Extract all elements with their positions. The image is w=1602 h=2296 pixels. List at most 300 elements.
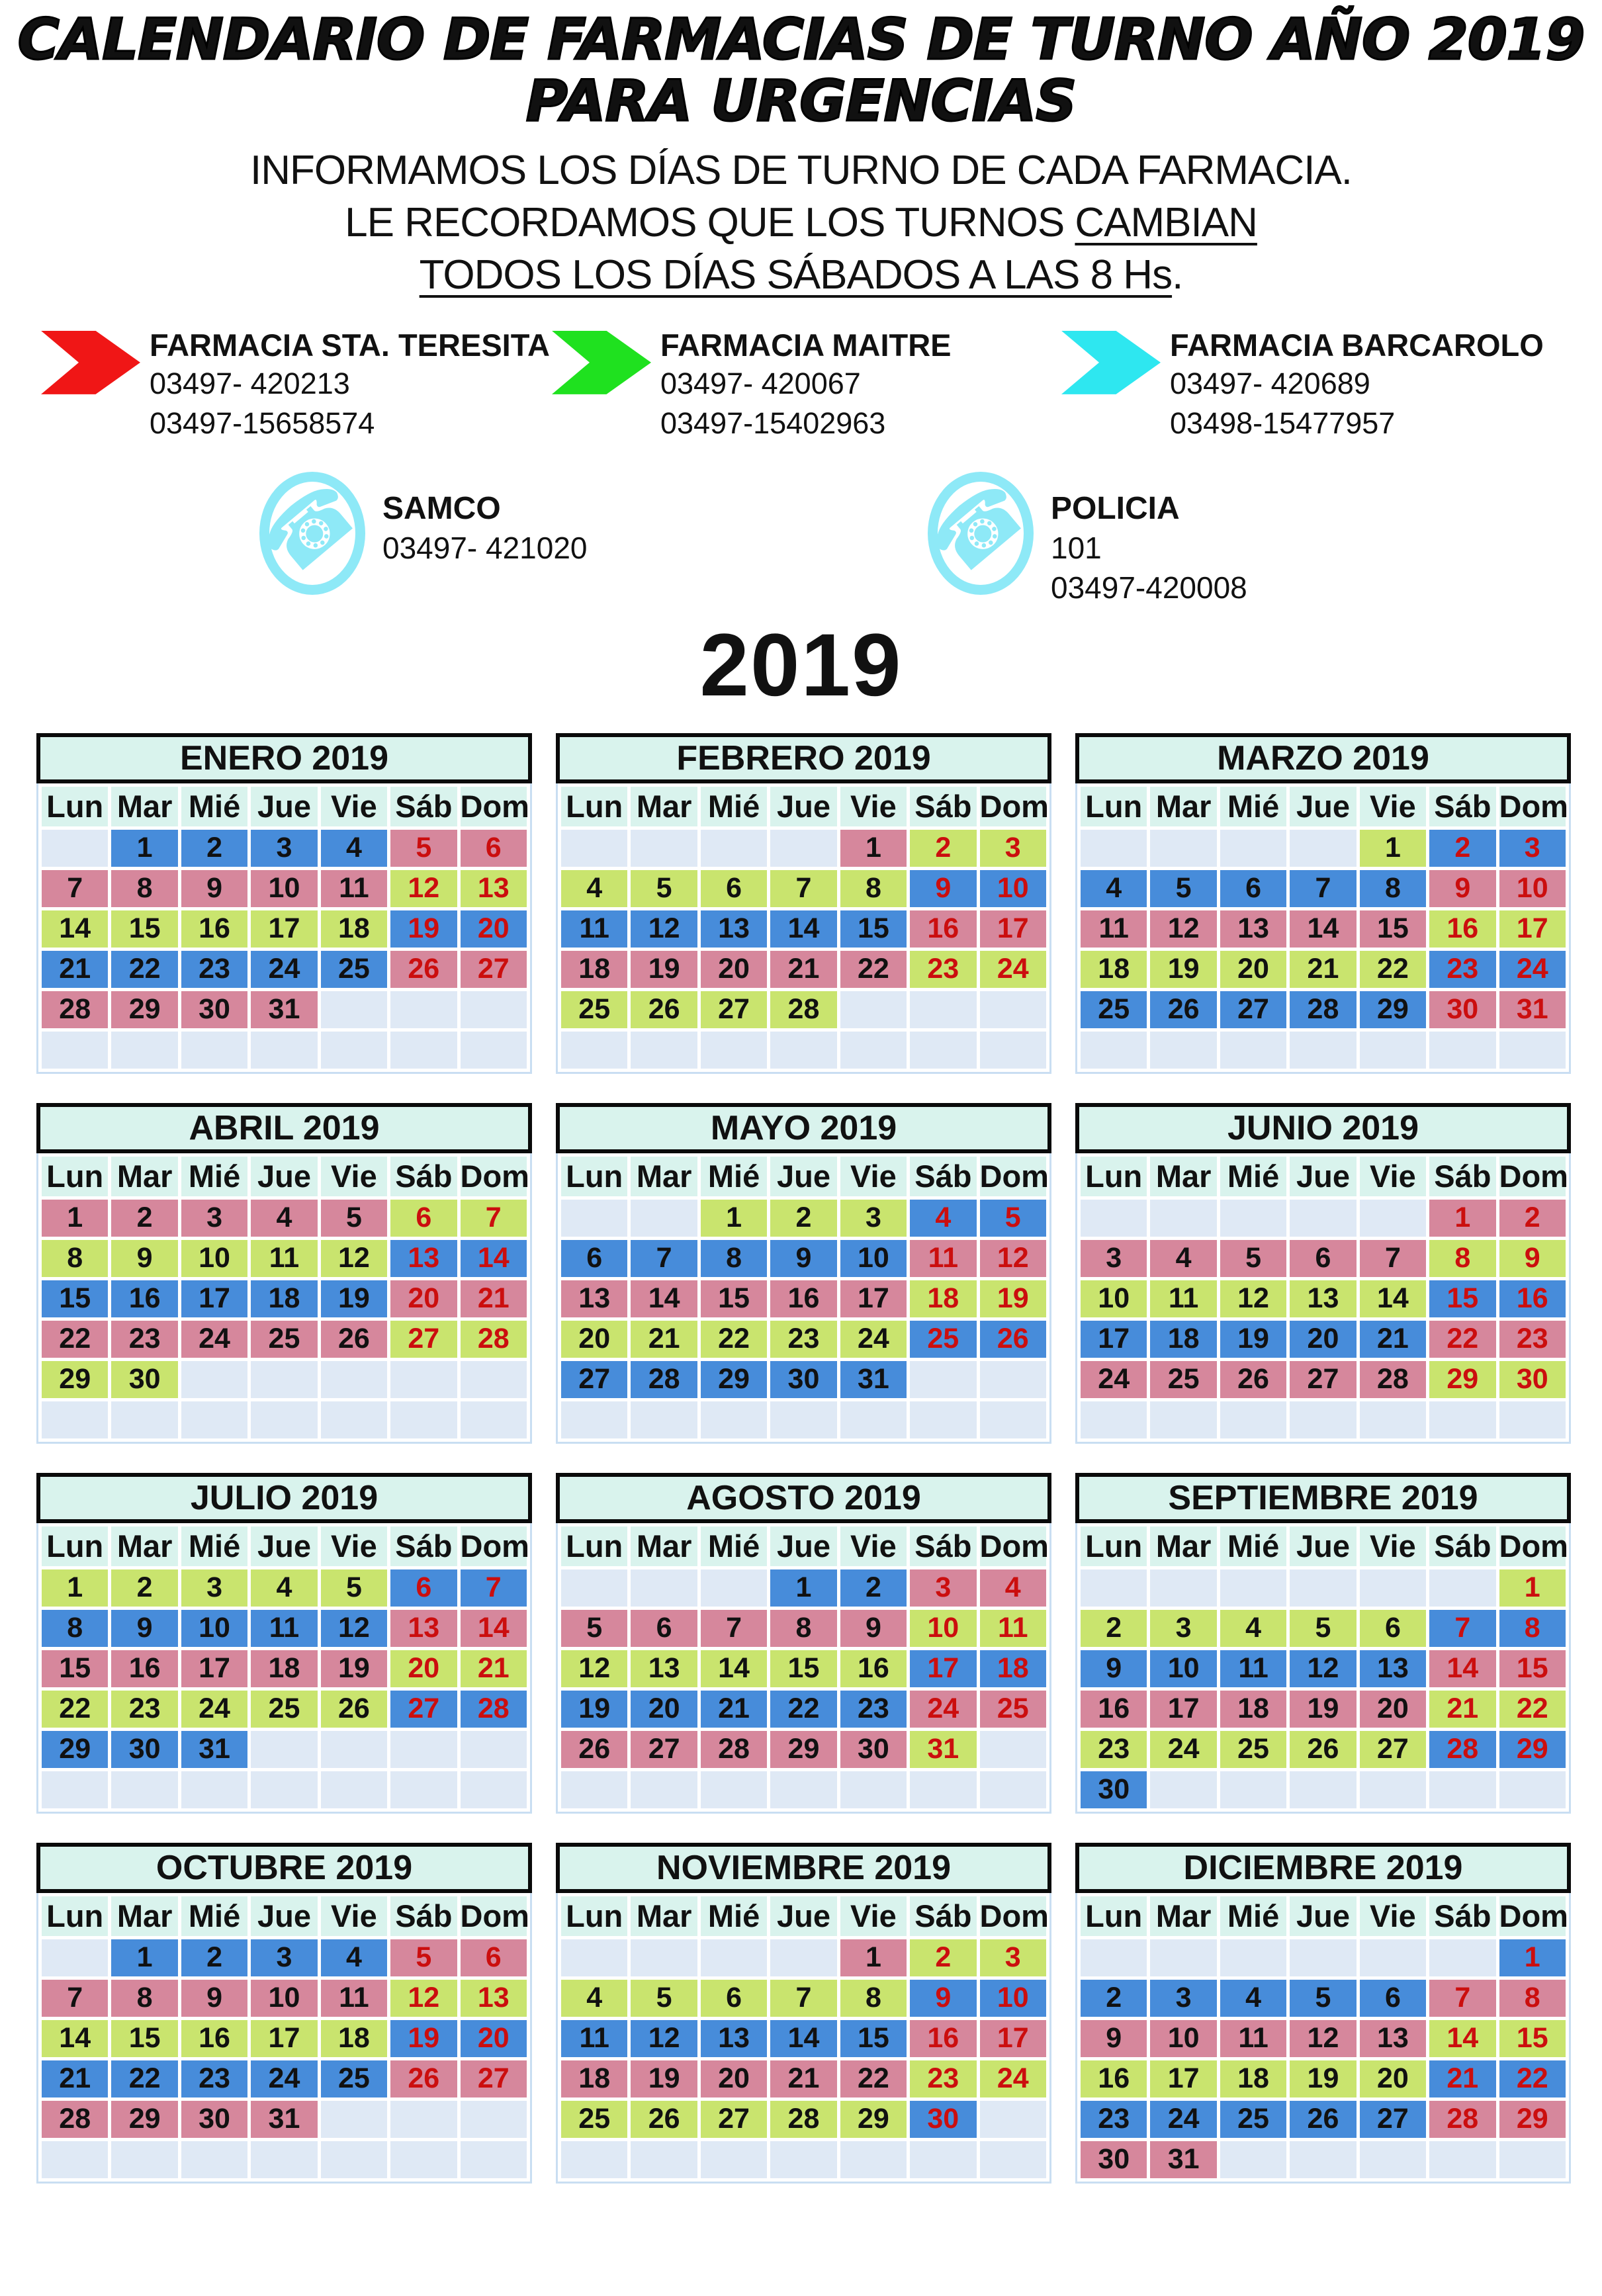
weekday-header: Jue (770, 787, 836, 826)
empty-cell (461, 2141, 527, 2178)
day-cell: 24 (1150, 2101, 1216, 2138)
weekday-header: Lun (42, 1896, 108, 1936)
weekday-header: Vie (1360, 1526, 1426, 1566)
day-cell: 26 (390, 2060, 457, 2097)
weekday-header: Vie (840, 1526, 907, 1566)
day-cell: 28 (42, 2101, 108, 2138)
day-cell: 27 (461, 951, 527, 988)
day-cell: 24 (181, 1321, 247, 1358)
day-cell: 5 (390, 1939, 457, 1976)
day-cell: 23 (1429, 951, 1495, 988)
empty-cell (42, 1401, 108, 1438)
day-cell: 27 (1360, 1731, 1426, 1768)
day-cell: 23 (1081, 1731, 1147, 1768)
empty-cell (910, 1771, 976, 1808)
day-cell: 23 (910, 2060, 976, 2097)
day-cell: 16 (770, 1280, 836, 1317)
day-cell: 4 (910, 1200, 976, 1237)
empty-cell (1290, 1939, 1356, 1976)
day-cell: 10 (1499, 870, 1566, 907)
day-cell: 25 (1220, 1731, 1286, 1768)
day-cell: 4 (321, 830, 387, 867)
day-cell: 26 (1290, 2101, 1356, 2138)
empty-cell (1290, 830, 1356, 867)
day-cell: 22 (111, 2060, 177, 2097)
green-arrow-icon (552, 331, 651, 394)
day-cell: 28 (1360, 1361, 1426, 1398)
day-cell: 12 (1150, 910, 1216, 948)
empty-cell (1499, 1771, 1566, 1808)
day-cell: 8 (42, 1240, 108, 1277)
day-cell: 31 (1499, 991, 1566, 1028)
weekday-header: Mar (1150, 787, 1216, 826)
day-cell: 4 (561, 1980, 627, 2017)
day-cell: 16 (1429, 910, 1495, 948)
empty-cell (840, 1032, 907, 1069)
day-cell: 31 (910, 1731, 976, 1768)
empty-cell (561, 1200, 627, 1237)
empty-cell (461, 1401, 527, 1438)
month-febrero (556, 733, 1051, 1074)
weekday-header: Sáb (390, 787, 457, 826)
day-cell: 25 (321, 951, 387, 988)
day-cell: 25 (251, 1321, 317, 1358)
empty-cell (390, 2101, 457, 2138)
day-cell: 17 (251, 2020, 317, 2057)
day-cell: 25 (251, 1691, 317, 1728)
month-body (36, 1153, 532, 1444)
month-title: DICIEMBRE 2019 (1075, 1843, 1571, 1893)
day-cell: 10 (980, 1980, 1046, 2017)
empty-cell (770, 1032, 836, 1069)
day-cell: 18 (321, 2020, 387, 2057)
day-cell: 2 (1081, 1610, 1147, 1647)
empty-cell (1290, 2141, 1356, 2178)
calendar-grid (36, 733, 1602, 2184)
month-title: OCTUBRE 2019 (36, 1843, 532, 1893)
day-cell: 12 (1290, 2020, 1356, 2057)
day-cell: 3 (910, 1569, 976, 1607)
day-cell: 16 (181, 910, 247, 948)
empty-cell (461, 1361, 527, 1398)
day-cell: 18 (1220, 2060, 1286, 2097)
day-cell: 13 (461, 1980, 527, 2017)
weekday-header: Vie (321, 1896, 387, 1936)
empty-cell (181, 1771, 247, 1808)
day-cell: 31 (840, 1361, 907, 1398)
empty-cell (42, 1771, 108, 1808)
day-cell: 15 (111, 910, 177, 948)
day-cell: 6 (390, 1200, 457, 1237)
day-cell: 27 (631, 1731, 697, 1768)
day-cell: 11 (910, 1240, 976, 1277)
empty-cell (321, 1032, 387, 1069)
month-title: NOVIEMBRE 2019 (556, 1843, 1051, 1893)
day-cell: 19 (1290, 1691, 1356, 1728)
month-mayo (556, 1103, 1051, 1444)
day-cell: 18 (910, 1280, 976, 1317)
empty-cell (390, 1032, 457, 1069)
day-cell: 12 (1220, 1280, 1286, 1317)
weekday-header: Dom (1499, 1526, 1566, 1566)
day-cell: 17 (1081, 1321, 1147, 1358)
service-policia (913, 464, 1247, 608)
day-cell: 7 (461, 1200, 527, 1237)
month-body (556, 1153, 1051, 1444)
empty-cell (251, 1032, 317, 1069)
day-cell: 1 (770, 1569, 836, 1607)
weekday-header: Mar (111, 1896, 177, 1936)
day-cell: 20 (701, 2060, 767, 2097)
weekday-header: Sáb (390, 1526, 457, 1566)
day-cell: 5 (561, 1610, 627, 1647)
day-cell: 7 (1290, 870, 1356, 907)
empty-cell (390, 1731, 457, 1768)
empty-cell (1220, 1569, 1286, 1607)
day-cell: 9 (111, 1240, 177, 1277)
weekday-header: Dom (1499, 787, 1566, 826)
day-cell: 14 (631, 1280, 697, 1317)
weekday-header: Sáb (390, 1896, 457, 1936)
empty-cell (251, 1771, 317, 1808)
day-cell: 20 (1290, 1321, 1356, 1358)
day-cell: 23 (111, 1691, 177, 1728)
day-cell: 17 (1150, 2060, 1216, 2097)
day-cell: 25 (1150, 1361, 1216, 1398)
empty-cell (1290, 1401, 1356, 1438)
day-cell: 11 (251, 1240, 317, 1277)
day-cell: 19 (1150, 951, 1216, 988)
day-cell: 19 (321, 1280, 387, 1317)
day-cell: 21 (461, 1650, 527, 1687)
day-cell: 27 (701, 991, 767, 1028)
weekday-header: Mié (701, 787, 767, 826)
day-cell: 13 (390, 1240, 457, 1277)
day-cell: 20 (390, 1650, 457, 1687)
day-cell: 4 (1220, 1610, 1286, 1647)
day-cell: 25 (561, 2101, 627, 2138)
day-cell: 26 (321, 1321, 387, 1358)
day-cell: 1 (1499, 1569, 1566, 1607)
day-cell: 6 (1220, 870, 1286, 907)
day-cell: 9 (770, 1240, 836, 1277)
day-cell: 1 (42, 1200, 108, 1237)
day-cell: 13 (631, 1650, 697, 1687)
day-cell: 28 (1429, 2101, 1495, 2138)
pharmacy-phone: 03498-15477957 (1170, 406, 1396, 440)
day-cell: 2 (181, 1939, 247, 1976)
day-cell: 8 (840, 1980, 907, 2017)
day-cell: 8 (111, 1980, 177, 2017)
empty-cell (1360, 1939, 1426, 1976)
weekday-header: Jue (251, 1526, 317, 1566)
service-phone: 03497-420008 (1051, 570, 1247, 605)
day-cell: 17 (840, 1280, 907, 1317)
day-cell: 5 (321, 1569, 387, 1607)
month-body (1075, 1893, 1571, 2184)
day-cell: 22 (42, 1691, 108, 1728)
weekday-header: Lun (1081, 1896, 1147, 1936)
empty-cell (840, 2141, 907, 2178)
day-cell: 29 (42, 1731, 108, 1768)
day-cell: 30 (1499, 1361, 1566, 1398)
day-cell: 11 (321, 870, 387, 907)
pharmacy-phone: 03497-15402963 (660, 406, 886, 440)
empty-cell (111, 1771, 177, 1808)
day-cell: 31 (181, 1731, 247, 1768)
day-cell: 3 (1150, 1980, 1216, 2017)
day-cell: 7 (631, 1240, 697, 1277)
empty-cell (980, 2101, 1046, 2138)
day-cell: 5 (980, 1200, 1046, 1237)
pharmacy-phone: 03497- 420689 (1170, 367, 1370, 401)
empty-cell (1150, 1939, 1216, 1976)
day-cell: 11 (561, 910, 627, 948)
empty-cell (980, 2141, 1046, 2178)
day-cell: 23 (1499, 1321, 1566, 1358)
day-cell: 22 (701, 1321, 767, 1358)
day-cell: 15 (840, 910, 907, 948)
day-cell: 12 (1290, 1650, 1356, 1687)
day-cell: 9 (181, 870, 247, 907)
month-body (556, 1523, 1051, 1814)
day-cell: 13 (461, 870, 527, 907)
weekday-header: Mié (181, 787, 247, 826)
weekday-header: Dom (980, 1157, 1046, 1196)
day-cell: 20 (461, 2020, 527, 2057)
day-cell: 29 (1429, 1361, 1495, 1398)
month-title: JUNIO 2019 (1075, 1103, 1571, 1153)
empty-cell (701, 1569, 767, 1607)
empty-cell (1360, 1200, 1426, 1237)
weekday-header: Jue (770, 1157, 836, 1196)
weekday-header: Sáb (910, 1526, 976, 1566)
empty-cell (390, 991, 457, 1028)
day-cell: 25 (980, 1691, 1046, 1728)
empty-cell (840, 1771, 907, 1808)
info-line-3: TODOS LOS DÍAS SÁBADOS A LAS 8 Hs. (419, 252, 1183, 298)
empty-cell (321, 1361, 387, 1398)
day-cell: 27 (561, 1361, 627, 1398)
day-cell: 8 (42, 1610, 108, 1647)
month-body (36, 1523, 532, 1814)
weekday-header: Mar (631, 1157, 697, 1196)
day-cell: 4 (1081, 870, 1147, 907)
pharmacy-legend (0, 327, 1602, 443)
pharmacy-name: FARMACIA STA. TERESITA (150, 327, 550, 363)
day-cell: 13 (1360, 1650, 1426, 1687)
day-cell: 14 (770, 2020, 836, 2057)
day-cell: 10 (251, 870, 317, 907)
day-cell: 21 (770, 2060, 836, 2097)
weekday-header: Jue (251, 1157, 317, 1196)
day-cell: 17 (1150, 1691, 1216, 1728)
empty-cell (1220, 2141, 1286, 2178)
empty-cell (980, 1361, 1046, 1398)
empty-cell (1220, 1200, 1286, 1237)
day-cell: 1 (42, 1569, 108, 1607)
empty-cell (1360, 1401, 1426, 1438)
day-cell: 2 (111, 1569, 177, 1607)
day-cell: 14 (1290, 910, 1356, 948)
month-septiembre (1075, 1473, 1571, 1814)
phone-icon: ☎ (913, 464, 1044, 594)
day-cell: 6 (561, 1240, 627, 1277)
day-cell: 23 (910, 951, 976, 988)
empty-cell (631, 1401, 697, 1438)
day-cell: 7 (770, 1980, 836, 2017)
day-cell: 15 (701, 1280, 767, 1317)
day-cell: 23 (181, 2060, 247, 2097)
day-cell: 17 (181, 1650, 247, 1687)
empty-cell (561, 1032, 627, 1069)
day-cell: 3 (251, 830, 317, 867)
day-cell: 28 (461, 1321, 527, 1358)
weekday-header: Jue (251, 1896, 317, 1936)
weekday-header: Mié (181, 1157, 247, 1196)
day-cell: 10 (1150, 1650, 1216, 1687)
weekday-header: Jue (251, 787, 317, 826)
day-cell: 11 (980, 1610, 1046, 1647)
weekday-header: Sáb (1429, 1157, 1495, 1196)
day-cell: 2 (181, 830, 247, 867)
day-cell: 1 (1360, 830, 1426, 867)
empty-cell (631, 830, 697, 867)
weekday-header: Mar (631, 787, 697, 826)
month-body (1075, 1523, 1571, 1814)
weekday-header: Lun (42, 787, 108, 826)
day-cell: 11 (561, 2020, 627, 2057)
day-cell: 7 (461, 1569, 527, 1607)
day-cell: 20 (1360, 1691, 1426, 1728)
weekday-header: Dom (461, 1526, 527, 1566)
weekday-header: Lun (1081, 1526, 1147, 1566)
weekday-header: Mié (701, 1157, 767, 1196)
day-cell: 18 (561, 951, 627, 988)
day-cell: 13 (561, 1280, 627, 1317)
weekday-header: Jue (1290, 1896, 1356, 1936)
empty-cell (561, 1771, 627, 1808)
empty-cell (1081, 1032, 1147, 1069)
day-cell: 21 (631, 1321, 697, 1358)
day-cell: 20 (461, 910, 527, 948)
empty-cell (980, 1771, 1046, 1808)
emergency-services (0, 464, 1602, 608)
info-underline-sabados: TODOS LOS DÍAS SÁBADOS A LAS 8 Hs (419, 252, 1173, 298)
day-cell: 26 (631, 991, 697, 1028)
empty-cell (1429, 2141, 1495, 2178)
day-cell: 13 (390, 1610, 457, 1647)
day-cell: 6 (1290, 1240, 1356, 1277)
weekday-header: Lun (561, 787, 627, 826)
day-cell: 11 (1220, 2020, 1286, 2057)
empty-cell (390, 1401, 457, 1438)
day-cell: 30 (770, 1361, 836, 1398)
empty-cell (1150, 1401, 1216, 1438)
empty-cell (251, 1401, 317, 1438)
empty-cell (321, 1401, 387, 1438)
day-cell: 7 (1360, 1240, 1426, 1277)
month-abril (36, 1103, 532, 1444)
day-cell: 25 (321, 2060, 387, 2097)
info-line-1: INFORMAMOS LOS DÍAS DE TURNO DE CADA FARMACIA. (250, 147, 1352, 193)
day-cell: 21 (1360, 1321, 1426, 1358)
weekday-header: Jue (1290, 1526, 1356, 1566)
day-cell: 6 (390, 1569, 457, 1607)
day-cell: 6 (1360, 1980, 1426, 2017)
day-cell: 20 (1220, 951, 1286, 988)
weekday-header: Lun (42, 1157, 108, 1196)
empty-cell (1150, 1200, 1216, 1237)
empty-cell (181, 2141, 247, 2178)
empty-cell (701, 830, 767, 867)
day-cell: 18 (321, 910, 387, 948)
day-cell: 2 (770, 1200, 836, 1237)
empty-cell (770, 1939, 836, 1976)
day-cell: 3 (980, 1939, 1046, 1976)
empty-cell (1150, 1032, 1216, 1069)
day-cell: 22 (840, 2060, 907, 2097)
day-cell: 9 (1081, 1650, 1147, 1687)
day-cell: 14 (1360, 1280, 1426, 1317)
empty-cell (321, 991, 387, 1028)
empty-cell (1290, 1200, 1356, 1237)
day-cell: 22 (42, 1321, 108, 1358)
weekday-header: Jue (1290, 787, 1356, 826)
empty-cell (1429, 1401, 1495, 1438)
day-cell: 5 (631, 1980, 697, 2017)
day-cell: 29 (1499, 1731, 1566, 1768)
day-cell: 14 (1429, 2020, 1495, 2057)
day-cell: 2 (910, 1939, 976, 1976)
weekday-header: Dom (461, 1896, 527, 1936)
weekday-header: Mié (701, 1896, 767, 1936)
weekday-header: Mié (181, 1526, 247, 1566)
day-cell: 18 (1220, 1691, 1286, 1728)
weekday-header: Sáb (1429, 787, 1495, 826)
info-line-2: LE RECORDAMOS QUE LOS TURNOS CAMBIAN (345, 200, 1257, 246)
day-cell: 19 (1290, 2060, 1356, 2097)
empty-cell (321, 1731, 387, 1768)
weekday-header: Vie (1360, 1157, 1426, 1196)
month-title: JULIO 2019 (36, 1473, 532, 1523)
day-cell: 7 (701, 1610, 767, 1647)
day-cell: 11 (251, 1610, 317, 1647)
day-cell: 21 (1429, 1691, 1495, 1728)
empty-cell (561, 1569, 627, 1607)
day-cell: 30 (840, 1731, 907, 1768)
weekday-header: Jue (1290, 1157, 1356, 1196)
day-cell: 21 (701, 1691, 767, 1728)
day-cell: 5 (321, 1200, 387, 1237)
empty-cell (1499, 1032, 1566, 1069)
day-cell: 3 (1081, 1240, 1147, 1277)
pharmacy-name: FARMACIA MAITRE (660, 327, 952, 363)
day-cell: 3 (1499, 830, 1566, 867)
day-cell: 18 (980, 1650, 1046, 1687)
month-enero (36, 733, 532, 1074)
empty-cell (631, 1032, 697, 1069)
weekday-header: Dom (980, 787, 1046, 826)
day-cell: 6 (1360, 1610, 1426, 1647)
day-cell: 5 (390, 830, 457, 867)
day-cell: 26 (1150, 991, 1216, 1028)
day-cell: 28 (1429, 1731, 1495, 1768)
day-cell: 19 (390, 2020, 457, 2057)
empty-cell (251, 1361, 317, 1398)
day-cell: 9 (840, 1610, 907, 1647)
day-cell: 30 (111, 1731, 177, 1768)
